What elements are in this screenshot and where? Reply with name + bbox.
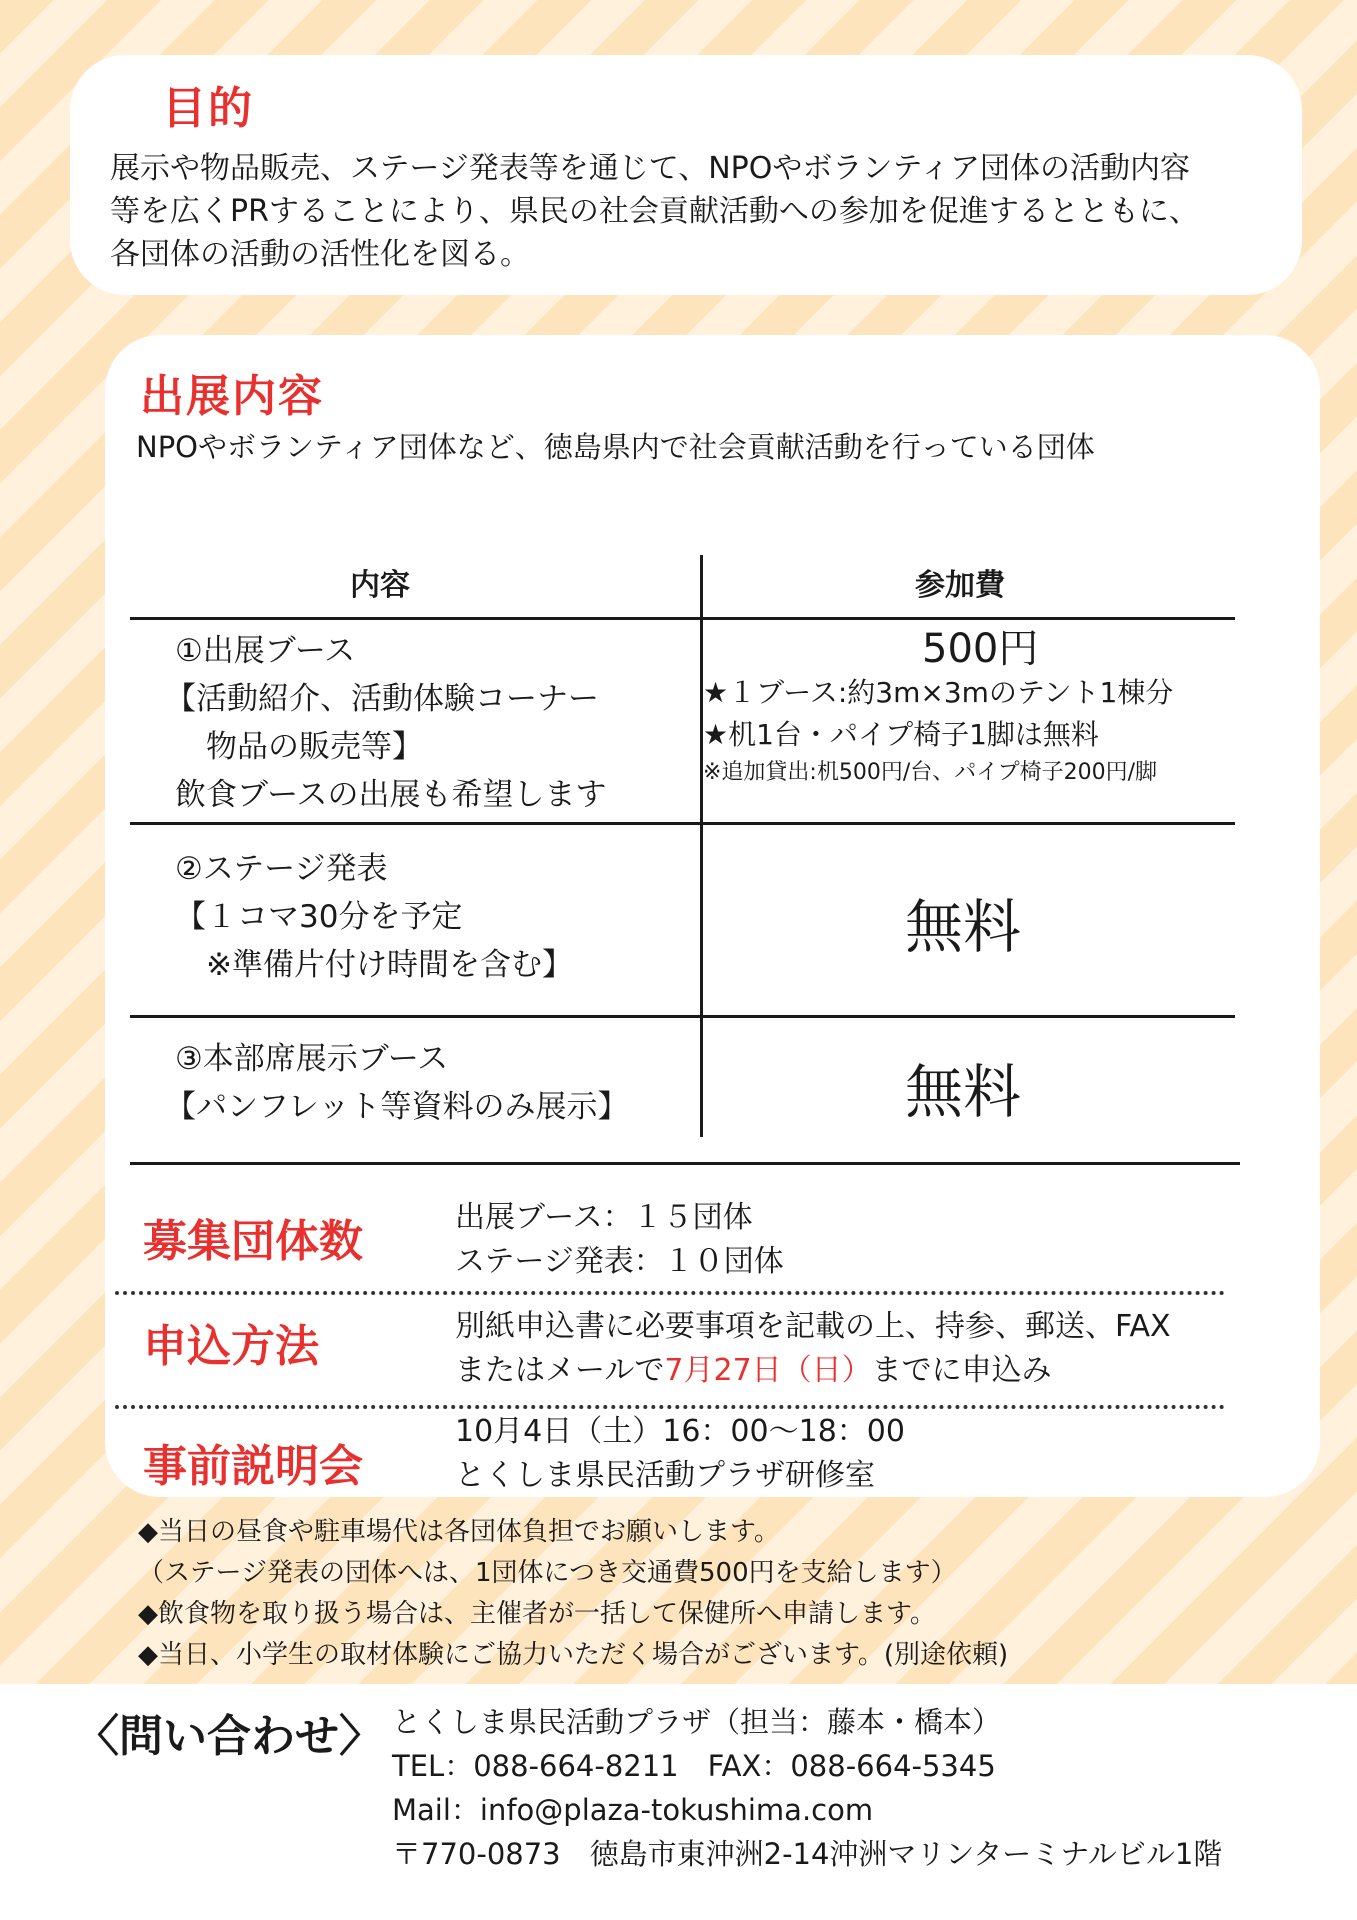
table-divider	[130, 822, 1235, 825]
table-row-hq-content	[165, 1035, 629, 1131]
section-divider	[115, 1291, 1225, 1295]
apply-text	[455, 1305, 1171, 1393]
section-divider	[115, 1405, 1225, 1409]
inquiry-org: とくしま県民活動プラザ（担当：藤本・橋本）	[392, 1705, 1002, 1739]
purpose-line: 各団体の活動の活性化を図る。	[110, 237, 530, 272]
exhibit-table	[130, 555, 1240, 1170]
cell-line: 【活動紹介、活動体験コーナー	[165, 681, 599, 717]
stage-fee: 無料	[905, 893, 1022, 961]
purpose-line: 等を広くPRすることにより、県民の社会貢献活動への参加を促進するとともに、	[110, 194, 1199, 229]
note-item: ◆当日、小学生の取材体験にご協力いただく場合がございます。(別途依頼)	[138, 1640, 1009, 1670]
apply-line-post: までに申込み	[871, 1353, 1052, 1388]
recruit-line: ステージ発表：１０団体	[455, 1244, 784, 1279]
purpose-heading: 目的	[162, 83, 254, 134]
table-divider	[130, 1162, 1240, 1165]
table-divider	[130, 617, 1235, 620]
inquiry-phone: TEL：088-664-8211 FAX：088-664-5345	[392, 1749, 996, 1783]
apply-label: 申込方法	[143, 1321, 319, 1372]
booth-fee-notes	[703, 672, 1173, 790]
booth-note: ★１ブース:約3m×3mのテント1棟分	[703, 676, 1174, 709]
recruit-text	[455, 1196, 784, 1284]
recruit-line: 出展ブース：１５団体	[455, 1200, 753, 1235]
booth-note: ★机1台・パイプ椅子1脚は無料	[703, 718, 1099, 751]
cell-line: ③本部席展示ブース	[175, 1041, 449, 1077]
briefing-line: 10月4日（土）16：00～18：00	[455, 1414, 905, 1449]
table-header-fee: 参加費	[915, 568, 1005, 603]
briefing-line: とくしま県民活動プラザ研修室	[455, 1458, 875, 1493]
exhibit-heading: 出展内容	[140, 371, 324, 422]
exhibit-subtitle: NPOやボランティア団体など、徳島県内で社会貢献活動を行っている団体	[136, 430, 1095, 464]
table-column-divider	[700, 555, 703, 1137]
notes-list	[138, 1512, 1008, 1676]
cell-line: ②ステージ発表	[175, 851, 388, 887]
apply-deadline: 7月27日（日）	[664, 1353, 872, 1388]
table-header-content: 内容	[350, 568, 410, 603]
cell-line: 【パンフレット等資料のみ展示】	[165, 1089, 629, 1125]
note-item: ◆飲食物を取り扱う場合は、主催者が一括して保健所へ申請します。	[138, 1599, 936, 1629]
table-row-booth-content	[165, 627, 607, 819]
apply-line: 別紙申込書に必要事項を記載の上、持参、郵送、FAX	[455, 1309, 1171, 1344]
briefing-label: 事前説明会	[143, 1441, 363, 1492]
purpose-line: 展示や物品販売、ステージ発表等を通じて、NPOやボランティア団体の活動内容	[110, 151, 1190, 186]
inquiry-mail[interactable]: Mail：info@plaza-tokushima.com	[392, 1793, 874, 1827]
briefing-text	[455, 1410, 905, 1498]
hq-fee: 無料	[905, 1058, 1022, 1126]
note-item: ◆当日の昼食や駐車場代は各団体負担でお願いします。	[138, 1517, 780, 1547]
cell-line: ①出展ブース	[175, 633, 356, 669]
cell-line: ※準備片付け時間を含む】	[175, 947, 573, 983]
inquiry-details	[392, 1700, 1222, 1876]
cell-line: 物品の販売等】	[175, 729, 423, 765]
inquiry-label: 〈問い合わせ〉	[75, 1711, 383, 1762]
table-row-stage-content	[175, 845, 573, 989]
booth-note: ※追加貸出:机500円/台、パイプ椅子200円/脚	[703, 760, 1157, 785]
recruit-label: 募集団体数	[143, 1216, 363, 1267]
table-divider	[130, 1015, 1235, 1018]
apply-line	[455, 1349, 1171, 1393]
inquiry-address: 〒770-0873 徳島市東沖洲2-14沖洲マリンターミナルビル1階	[392, 1837, 1223, 1871]
apply-line-pre: またはメールで	[455, 1353, 665, 1388]
purpose-body	[110, 147, 1290, 276]
cell-line: 【１コマ30分を予定	[175, 899, 463, 935]
cell-line: 飲食ブースの出展も希望します	[175, 777, 607, 813]
note-item: （ステージ発表の団体へは、1団体につき交通費500円を支給します）	[138, 1558, 957, 1588]
booth-fee: 500円	[922, 626, 1039, 672]
